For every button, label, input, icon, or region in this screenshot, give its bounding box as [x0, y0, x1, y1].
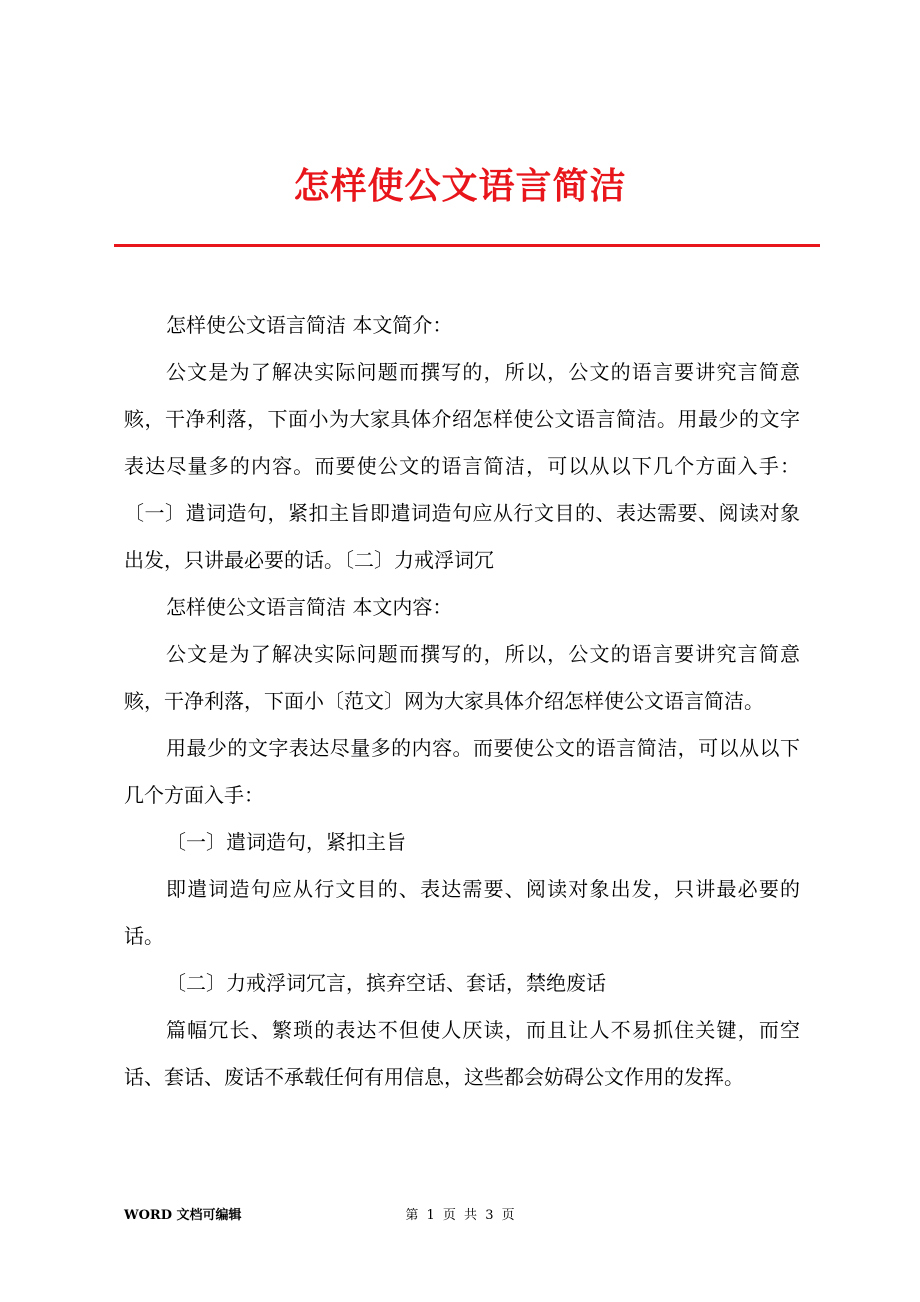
paragraph-intro-heading: 怎样使公文语言简洁 本文简介：: [166, 313, 453, 337]
paragraph-intro: 公文是为了解决实际问题而撰写的，所以，公文的语言要讲究言简意赅，干净利落，下面小为大家具体介绍怎样使公文语言简洁。用最少的文字表达尽量多的内容。而要使公文的语言简洁，可以从以下几个方面入手：〔一〕遣词造句，紧扣主旨即遣词造句应从行文目的、表达需要、阅读对象出发，只讲最必要的话。〔二〕力戒浮词冗: [124, 360, 800, 572]
document-title: 怎样使公文语言简洁: [293, 165, 627, 207]
footer-page-number: 第 1 页 共 3 页: [405, 1208, 515, 1223]
paragraph-content-heading: 怎样使公文语言简洁 本文内容：: [166, 595, 453, 619]
paragraph: 篇幅冗长、繁琐的表达不但使人厌读，而且让人不易抓住关键，而空话、套话、废话不承载任何有用信息，这些都会妨碍公文作用的发挥。: [124, 1018, 800, 1089]
paragraph: 用最少的文字表达尽量多的内容。而要使公文的语言简洁，可以从以下几个方面入手：: [124, 736, 800, 807]
footer-editable-label: WORD 文档可编辑: [124, 1208, 242, 1223]
section-heading-1: 〔一〕遣词造句，紧扣主旨: [166, 830, 406, 854]
paragraph: 公文是为了解决实际问题而撰写的，所以，公文的语言要讲究言简意赅，干净利落，下面小〔范文〕网为大家具体介绍怎样使公文语言简洁。: [124, 642, 800, 713]
document-body: [124, 302, 800, 1101]
section-heading-2: 〔二〕力戒浮词冗言，摈弃空话、套话，禁绝废话: [166, 971, 606, 995]
title-divider: [114, 244, 820, 247]
paragraph: 即遣词造句应从行文目的、表达需要、阅读对象出发，只讲最必要的话。: [124, 877, 800, 948]
